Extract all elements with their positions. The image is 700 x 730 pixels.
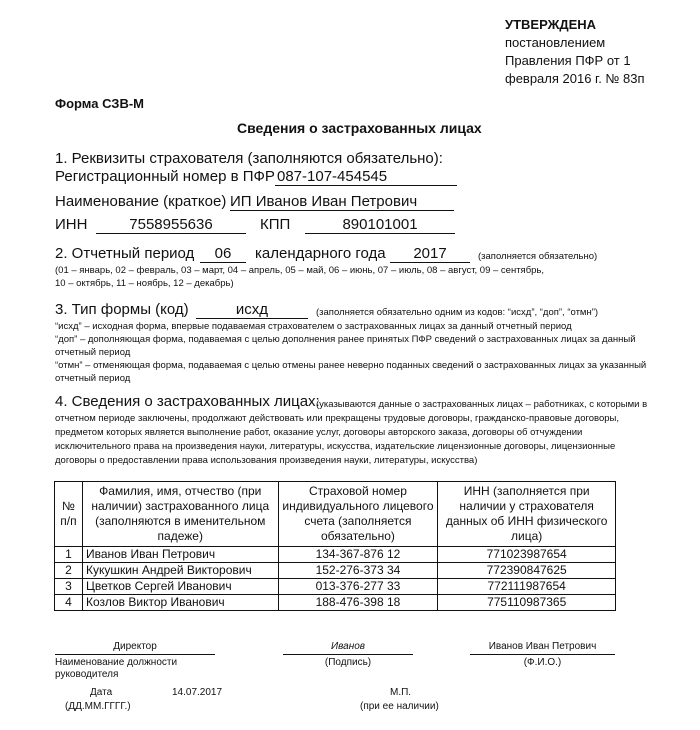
inn-label: ИНН: [55, 216, 88, 233]
form-type-desc-3b: отчетный период: [55, 373, 131, 384]
row-inn: 772111987654: [438, 579, 616, 595]
form-type-desc-3a: “отмн” – отменяющая форма, подаваемая с целью отмены ранее неверно поданных сведений о застрахованных лицах за указанный: [55, 360, 647, 371]
reg-number-label: Регистрационный номер в ПФР: [55, 168, 275, 185]
section4-heading: 4. Сведения о застрахованных лицах:: [55, 393, 320, 410]
header-inn: ИНН (заполняется при наличии у страхователя данных об ИНН физического лица): [438, 482, 616, 547]
header-fio: Фамилия, имя, отчество (при наличии) застрахованного лица (заполняются в именительном падеже): [82, 482, 278, 547]
signature-value: Иванов: [331, 641, 365, 652]
name-label: Наименование (краткое): [55, 193, 227, 210]
form-type-value: исхд: [196, 301, 308, 319]
section4-note-4: исключительного права на произведения науки, литературы, искусства, издательские лицензионные договоры, лицензионные: [55, 441, 616, 452]
section4-note-5: договоры о предоставлении права использования произведения науки, литературы, искусства): [55, 455, 478, 466]
table-header-row: [55, 482, 616, 547]
position-caption-2: руководителя: [55, 669, 119, 680]
reg-number-value: 087-107-454545: [275, 168, 457, 186]
section1-heading: 1. Реквизиты страхователя (заполняются обязательно):: [55, 150, 443, 167]
kpp-label: КПП: [260, 216, 291, 233]
table-row: [55, 595, 616, 611]
form-type-note: (заполняется обязательно одним из кодов: “исхд”, “доп”, “отмн”): [316, 307, 599, 318]
table-row: [55, 579, 616, 595]
position-line: [55, 654, 215, 655]
insured-persons-table: [54, 481, 616, 611]
table-row: [55, 563, 616, 579]
row-fio: Цветков Сергей Иванович: [82, 579, 278, 595]
stamp-label: М.П.: [390, 687, 412, 698]
position-value: Директор: [113, 641, 157, 652]
approval-line-2: Правления ПФР от 1: [505, 53, 631, 68]
row-snils: 152-276-373 34: [278, 563, 438, 579]
kpp-value: 890101001: [305, 216, 455, 234]
stamp-caption: (при ее наличии): [360, 701, 439, 712]
period-label: 2. Отчетный период: [55, 245, 195, 262]
approval-line-1: постановлением: [505, 35, 606, 50]
section4-note-2: отчетном периоде заключены, продолжают действовать или прекращены трудовые договоры, гражданско-правовые договоры,: [55, 413, 620, 424]
date-value: 14.07.2017: [172, 687, 223, 698]
period-value: 06: [200, 245, 246, 263]
header-number: № п/п: [55, 482, 83, 547]
form-type-desc-2a: “доп” – дополняющая форма, подаваемая с целью дополнения ранее принятых ПФР сведений о застрахованных лицах за данный: [55, 334, 636, 345]
approval-title: УТВЕРЖДЕНА: [505, 17, 597, 32]
form-type-desc-1: “исхд” – исходная форма, впервые подаваемая страхователем о застрахованных лицах за данный отчетный период: [55, 321, 572, 332]
row-number: 1: [55, 547, 83, 563]
year-value: 2017: [390, 245, 470, 263]
section4-note-1: (указываются данные о застрахованных лицах – работниках, с которыми в: [316, 399, 648, 410]
row-snils: 134-367-876 12: [278, 547, 438, 563]
row-inn: 772390847625: [438, 563, 616, 579]
row-inn: 775110987365: [438, 595, 616, 611]
year-label: календарного года: [255, 245, 386, 262]
table-row: [55, 547, 616, 563]
row-snils: 013-376-277 33: [278, 579, 438, 595]
section4-note-3: предметом которых является выполнение работ, оказание услуг, договоры авторского заказа, договоры об отчуждении: [55, 427, 583, 438]
months-line-1: (01 – январь, 02 – февраль, 03 – март, 04 – апрель, 05 – май, 06 – июнь, 07 – июль, 08 – август, 09 – сентябрь,: [55, 265, 545, 276]
fio-line: [470, 654, 615, 655]
row-number: 4: [55, 595, 83, 611]
date-caption: (ДД.ММ.ГГГГ.): [65, 701, 131, 712]
position-caption-1: Наименование должности: [55, 657, 178, 668]
signature-line: [283, 654, 413, 655]
inn-value: 7558955636: [96, 216, 246, 234]
row-number: 2: [55, 563, 83, 579]
row-fio: Кукушкин Андрей Викторович: [82, 563, 278, 579]
signature-caption: (Подпись): [324, 657, 372, 668]
approval-line-3: февраля 2016 г. № 83п: [505, 71, 645, 86]
header-snils: Страховой номер индивидуального лицевого счета (заполняется обязательно): [278, 482, 438, 547]
row-number: 3: [55, 579, 83, 595]
months-line-2: 10 – октябрь, 11 – ноябрь, 12 – декабрь): [55, 278, 234, 289]
name-value: ИП Иванов Иван Петрович: [230, 193, 454, 211]
date-label: Дата: [90, 687, 113, 698]
row-snils: 188-476-398 18: [278, 595, 438, 611]
row-inn: 771023987654: [438, 547, 616, 563]
form-type-label: 3. Тип формы (код): [55, 301, 189, 318]
row-fio: Козлов Виктор Иванович: [82, 595, 278, 611]
row-fio: Иванов Иван Петрович: [82, 547, 278, 563]
form-label: Форма СЗВ-М: [55, 96, 145, 111]
fio-caption: (Ф.И.О.): [523, 657, 562, 668]
form-type-desc-2b: отчетный период: [55, 347, 131, 358]
period-note: (заполняется обязательно): [478, 251, 598, 262]
document-title: Сведения о застрахованных лицах: [237, 120, 482, 136]
fio-value: Иванов Иван Петрович: [488, 641, 597, 652]
